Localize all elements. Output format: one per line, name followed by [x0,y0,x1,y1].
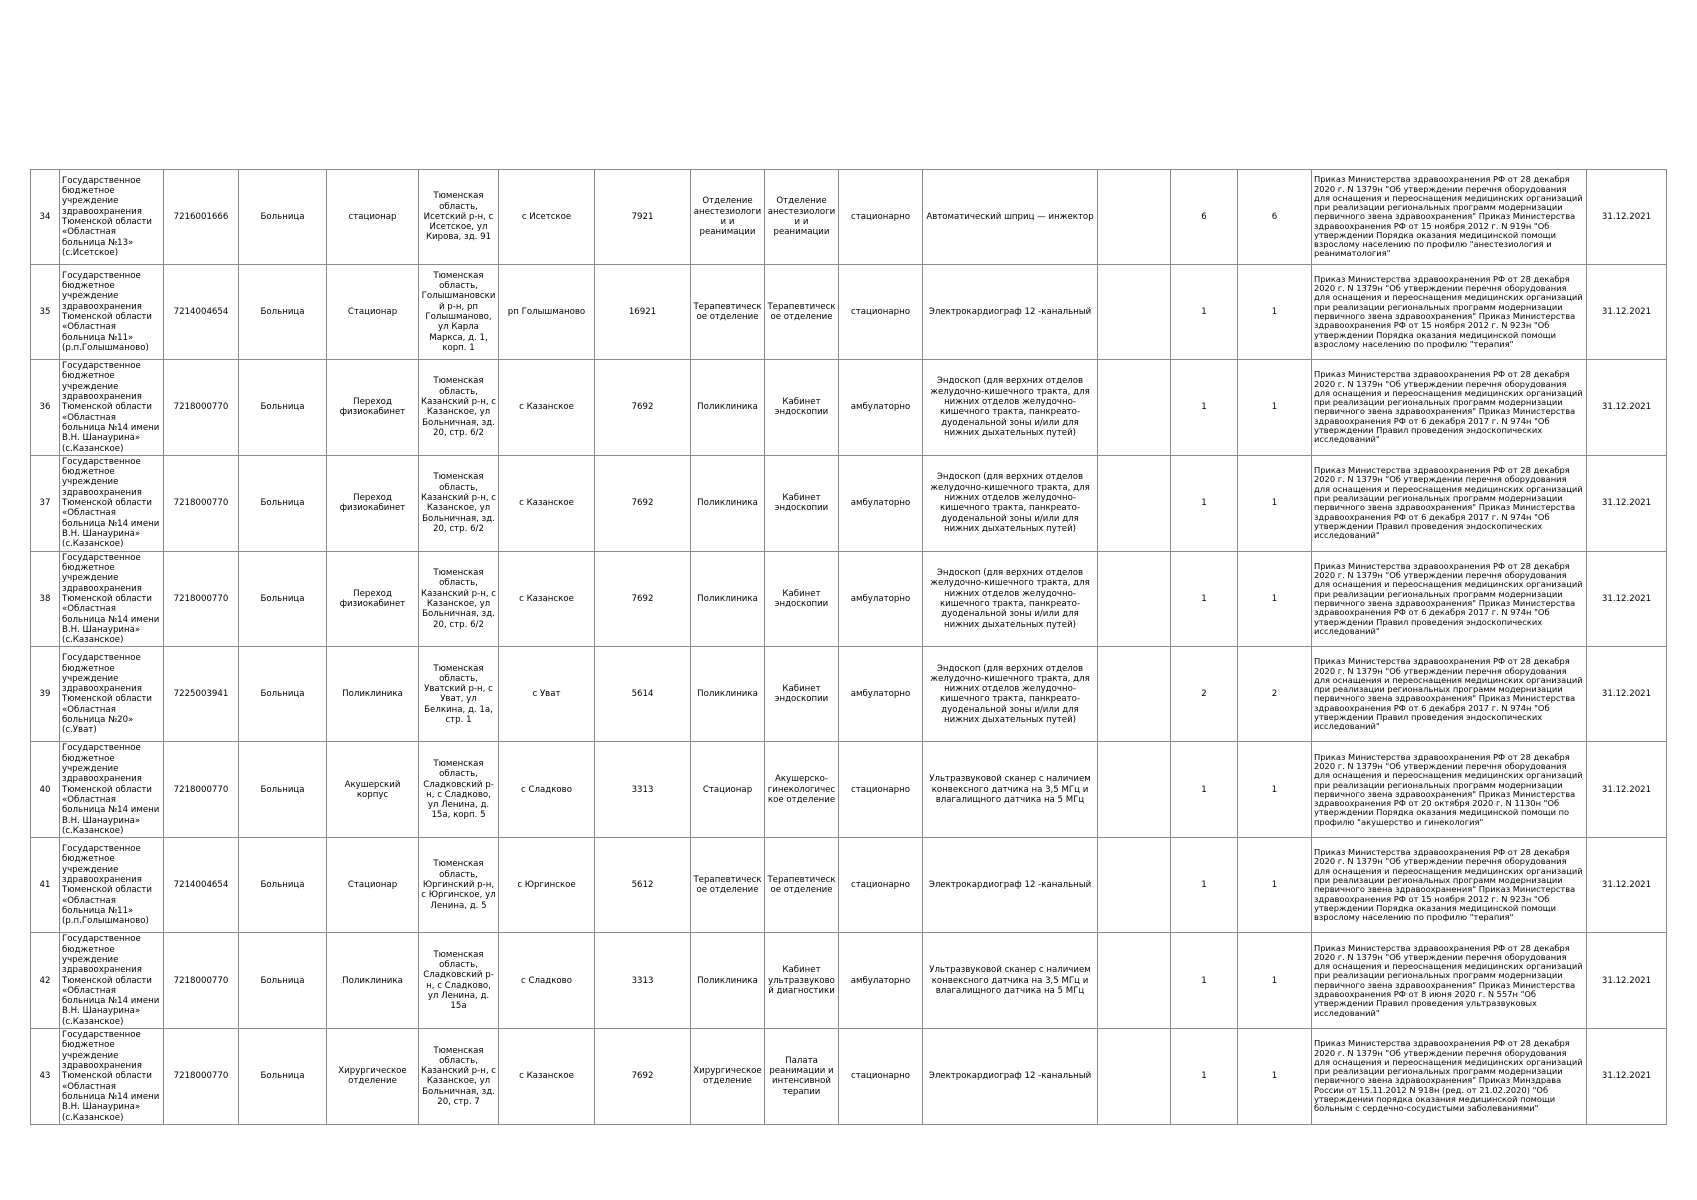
quantity-plan-cell: 1 [1171,742,1238,838]
inn-cell: 7218000770 [164,360,239,456]
facility-type-cell: Больница [239,933,327,1029]
care-condition-cell: амбулаторно [839,455,923,551]
organization-cell: Государственное бюджетное учреждение здравоохранения Тюменской области «Областная больница №20» (с.Уват) [60,647,164,742]
equipment-cell: Электрокардиограф 12 -канальный [923,838,1098,933]
address-cell: Тюменская область, Голышмановский р-н, рп Голышманово, ул Карла Маркса, д. 1, корп. 1 [419,265,499,360]
deadline-date-cell: 31.12.2021 [1587,742,1667,838]
equipment-cell: Эндоскоп (для верхних отделов желудочно-кишечного тракта, для нижних отделов желудочно-кишечного тракта, панкреато-дуоденальной зоны и/или для нижних дыхательных путей) [923,360,1098,456]
quantity-fact-cell: 2 [1238,647,1312,742]
quantity-fact-cell: 1 [1238,455,1312,551]
quantity-plan-cell: 1 [1171,265,1238,360]
equipment-cell: Эндоскоп (для верхних отделов желудочно-кишечного тракта, для нижних отделов желудочно-кишечного тракта, панкреато-дуоденальной зоны и/или для нижних дыхательных путей) [923,455,1098,551]
organization-cell: Государственное бюджетное учреждение здравоохранения Тюменской области «Областная больница №14 имени В.Н. Шанаурина» (с.Казанское) [60,933,164,1029]
department-cell: Терапевтическое отделение [691,838,765,933]
regulation-basis-cell: Приказ Министерства здравоохранения РФ от 28 декабря 2020 г. N 1379н "Об утверждении перечня оборудования для оснащения и переоснащения медицинских организаций при реализации региональных программ модернизации первичного звена здравоохранения" Приказ Министерства здравоохранения РФ от 15 ноября 2012 г. N 919н "Об утверждении Порядка оказания медицинской помощи взрослому населению по профилю "анестезиология и реаниматология" [1312,170,1587,265]
building-cell: Переход физиокабинет [327,455,419,551]
deadline-date-cell: 31.12.2021 [1587,455,1667,551]
care-condition-cell: амбулаторно [839,551,923,647]
care-condition-cell: стационарно [839,265,923,360]
empty-cell [1098,455,1171,551]
population-cell: 3313 [595,933,691,1029]
equipment-cell: Электрокардиограф 12 -канальный [923,1029,1098,1125]
regulation-basis-cell: Приказ Министерства здравоохранения РФ от 28 декабря 2020 г. N 1379н "Об утверждении перечня оборудования для оснащения и переоснащения медицинских организаций при реализации региональных программ модернизации первичного звена здравоохранения" Приказ Министерства здравоохранения РФ от 6 декабря 2017 г. N 974н "Об утверждении Правил проведения эндоскопических исследований" [1312,455,1587,551]
population-cell: 7921 [595,170,691,265]
population-cell: 16921 [595,265,691,360]
department-cell: Поликлиника [691,360,765,456]
address-cell: Тюменская область, Сладковский р-н, с Сладково, ул Ленина, д. 15а, корп. 5 [419,742,499,838]
deadline-date-cell: 31.12.2021 [1587,170,1667,265]
quantity-plan-cell: 2 [1171,647,1238,742]
facility-type-cell: Больница [239,360,327,456]
address-cell: Тюменская область, Сладковский р-н, с Сладково, ул Ленина, д. 15а [419,933,499,1029]
department-cell: Поликлиника [691,933,765,1029]
building-cell: Стационар [327,265,419,360]
deadline-date-cell: 31.12.2021 [1587,1029,1667,1125]
organization-cell: Государственное бюджетное учреждение здравоохранения Тюменской области «Областная больница №14 имени В.Н. Шанаурина» (с.Казанское) [60,551,164,647]
deadline-date-cell: 31.12.2021 [1587,647,1667,742]
row-number-cell: 36 [31,360,60,456]
organization-cell: Государственное бюджетное учреждение здравоохранения Тюменской области «Областная больница №11» (р.п.Голышманово) [60,838,164,933]
inn-cell: 7214004654 [164,265,239,360]
inn-cell: 7218000770 [164,742,239,838]
organization-cell: Государственное бюджетное учреждение здравоохранения Тюменской области «Областная больница №14 имени В.Н. Шанаурина» (с.Казанское) [60,742,164,838]
inn-cell: 7214004654 [164,838,239,933]
facility-type-cell: Больница [239,265,327,360]
locality-cell: с Уват [499,647,595,742]
building-cell: Акушерский корпус [327,742,419,838]
locality-cell: с Казанское [499,360,595,456]
table-row [31,551,1667,647]
population-cell: 7692 [595,1029,691,1125]
inn-cell: 7218000770 [164,1029,239,1125]
row-number-cell: 43 [31,1029,60,1125]
empty-cell [1098,647,1171,742]
population-cell: 7692 [595,455,691,551]
quantity-plan-cell: 1 [1171,551,1238,647]
locality-cell: с Юргинское [499,838,595,933]
quantity-plan-cell: 1 [1171,933,1238,1029]
care-condition-cell: стационарно [839,838,923,933]
quantity-plan-cell: 1 [1171,455,1238,551]
care-condition-cell: стационарно [839,1029,923,1125]
row-number-cell: 41 [31,838,60,933]
equipment-cell: Ультразвуковой сканер с наличием конвексного датчика на 3,5 МГц и влагалищного датчика на 5 МГц [923,742,1098,838]
care-condition-cell: амбулаторно [839,647,923,742]
department-cell: Поликлиника [691,455,765,551]
table-row [31,742,1667,838]
subdivision-cell: Кабинет эндоскопии [765,647,839,742]
table-row [31,1029,1667,1125]
subdivision-cell: Кабинет эндоскопии [765,360,839,456]
quantity-fact-cell: 1 [1238,1029,1312,1125]
locality-cell: с Исетское [499,170,595,265]
regulation-basis-cell: Приказ Министерства здравоохранения РФ от 28 декабря 2020 г. N 1379н "Об утверждении перечня оборудования для оснащения и переоснащения медицинских организаций при реализации региональных программ модернизации первичного звена здравоохранения" Приказ Министерства здравоохранения РФ от 6 декабря 2017 г. N 974н "Об утверждении Правил проведения эндоскопических исследований" [1312,360,1587,456]
subdivision-cell: Отделение анестезиологии и реанимации [765,170,839,265]
regulation-basis-cell: Приказ Министерства здравоохранения РФ от 28 декабря 2020 г. N 1379н "Об утверждении перечня оборудования для оснащения и переоснащения медицинских организаций при реализации региональных программ модернизации первичного звена здравоохранения" Приказ Министерства здравоохранения РФ от 6 декабря 2017 г. N 974н "Об утверждении Правил проведения эндоскопических исследований" [1312,647,1587,742]
deadline-date-cell: 31.12.2021 [1587,265,1667,360]
facility-type-cell: Больница [239,647,327,742]
department-cell: Хирургическое отделение [691,1029,765,1125]
quantity-fact-cell: 1 [1238,265,1312,360]
care-condition-cell: стационарно [839,170,923,265]
department-cell: Отделение анестезиологии и реанимации [691,170,765,265]
facility-type-cell: Больница [239,838,327,933]
building-cell: Переход физиокабинет [327,551,419,647]
facility-type-cell: Больница [239,742,327,838]
empty-cell [1098,742,1171,838]
subdivision-cell: Палата реанимации и интенсивной терапии [765,1029,839,1125]
regulation-basis-cell: Приказ Министерства здравоохранения РФ от 28 декабря 2020 г. N 1379н "Об утверждении перечня оборудования для оснащения и переоснащения медицинских организаций при реализации региональных программ модернизации первичного звена здравоохранения" Приказ Минздрава России от 15.11.2012 N 918н (ред. от 21.02.2020) "Об утверждении порядка оказания медицинской помощи больным с сердечно-сосудистыми заболеваниями" [1312,1029,1587,1125]
inn-cell: 7218000770 [164,551,239,647]
building-cell: Поликлиника [327,647,419,742]
inn-cell: 7225003941 [164,647,239,742]
table-row [31,360,1667,456]
table-row [31,933,1667,1029]
address-cell: Тюменская область, Казанский р-н, с Казанское, ул Больничная, зд. 20, стр. 6/2 [419,551,499,647]
building-cell: Поликлиника [327,933,419,1029]
equipment-cell: Автоматический шприц — инжектор [923,170,1098,265]
quantity-fact-cell: 6 [1238,170,1312,265]
population-cell: 3313 [595,742,691,838]
row-number-cell: 40 [31,742,60,838]
regulation-basis-cell: Приказ Министерства здравоохранения РФ от 28 декабря 2020 г. N 1379н "Об утверждении перечня оборудования для оснащения и переоснащения медицинских организаций при реализации региональных программ модернизации первичного звена здравоохранения" Приказ Министерства здравоохранения РФ от 15 ноября 2012 г. N 923н "Об утверждении Порядка оказания медицинской помощи взрослому населению по профилю "терапия" [1312,838,1587,933]
department-cell: Поликлиника [691,647,765,742]
row-number-cell: 37 [31,455,60,551]
facility-type-cell: Больница [239,455,327,551]
regulation-basis-cell: Приказ Министерства здравоохранения РФ от 28 декабря 2020 г. N 1379н "Об утверждении перечня оборудования для оснащения и переоснащения медицинских организаций при реализации региональных программ модернизации первичного звена здравоохранения" Приказ Министерства здравоохранения РФ от 8 июня 2020 г. N 557н "Об утверждении Правил проведения ультразвуковых исследований" [1312,933,1587,1029]
quantity-plan-cell: 1 [1171,1029,1238,1125]
subdivision-cell: Кабинет ультразвуковой диагностики [765,933,839,1029]
inn-cell: 7216001666 [164,170,239,265]
deadline-date-cell: 31.12.2021 [1587,838,1667,933]
population-cell: 7692 [595,551,691,647]
row-number-cell: 42 [31,933,60,1029]
care-condition-cell: амбулаторно [839,360,923,456]
table-row [31,455,1667,551]
department-cell: Поликлиника [691,551,765,647]
building-cell: Стационар [327,838,419,933]
address-cell: Тюменская область, Казанский р-н, с Казанское, ул Больничная, зд. 20, стр. 7 [419,1029,499,1125]
equipment-cell: Эндоскоп (для верхних отделов желудочно-кишечного тракта, для нижних отделов желудочно-кишечного тракта, панкреато-дуоденальной зоны и/или для нижних дыхательных путей) [923,551,1098,647]
facility-type-cell: Больница [239,170,327,265]
empty-cell [1098,933,1171,1029]
building-cell: стационар [327,170,419,265]
table-row [31,170,1667,265]
population-cell: 5614 [595,647,691,742]
building-cell: Переход физиокабинет [327,360,419,456]
equipment-cell: Ультразвуковой сканер с наличием конвексного датчика на 3,5 МГц и влагалищного датчика на 5 МГц [923,933,1098,1029]
empty-cell [1098,170,1171,265]
table-row [31,838,1667,933]
address-cell: Тюменская область, Исетский р-н, с Исетское, ул Кирова, зд. 91 [419,170,499,265]
table-row [31,265,1667,360]
row-number-cell: 38 [31,551,60,647]
quantity-fact-cell: 1 [1238,742,1312,838]
deadline-date-cell: 31.12.2021 [1587,551,1667,647]
subdivision-cell: Кабинет эндоскопии [765,455,839,551]
empty-cell [1098,838,1171,933]
building-cell: Хирургическое отделение [327,1029,419,1125]
locality-cell: с Сладково [499,933,595,1029]
address-cell: Тюменская область, Уватский р-н, с Уват, ул Белкина, д. 1а, стр. 1 [419,647,499,742]
locality-cell: с Казанское [499,1029,595,1125]
inn-cell: 7218000770 [164,455,239,551]
quantity-plan-cell: 1 [1171,360,1238,456]
quantity-fact-cell: 1 [1238,551,1312,647]
empty-cell [1098,1029,1171,1125]
quantity-fact-cell: 1 [1238,360,1312,456]
table-row [31,647,1667,742]
quantity-plan-cell: 6 [1171,170,1238,265]
population-cell: 7692 [595,360,691,456]
equipment-cell: Эндоскоп (для верхних отделов желудочно-кишечного тракта, для нижних отделов желудочно-кишечного тракта, панкреато-дуоденальной зоны и/или для нижних дыхательных путей) [923,647,1098,742]
locality-cell: с Казанское [499,551,595,647]
department-cell: Стационар [691,742,765,838]
row-number-cell: 39 [31,647,60,742]
care-condition-cell: амбулаторно [839,933,923,1029]
locality-cell: с Казанское [499,455,595,551]
subdivision-cell: Кабинет эндоскопии [765,551,839,647]
table-body [31,170,1667,1125]
inn-cell: 7218000770 [164,933,239,1029]
subdivision-cell: Акушерско-гинекологическое отделение [765,742,839,838]
equipment-table [30,169,1667,1125]
subdivision-cell: Терапевтическое отделение [765,265,839,360]
empty-cell [1098,360,1171,456]
quantity-fact-cell: 1 [1238,933,1312,1029]
row-number-cell: 35 [31,265,60,360]
organization-cell: Государственное бюджетное учреждение здравоохранения Тюменской области «Областная больница №11» (р.п.Голышманово) [60,265,164,360]
organization-cell: Государственное бюджетное учреждение здравоохранения Тюменской области «Областная больница №14 имени В.Н. Шанаурина» (с.Казанское) [60,1029,164,1125]
organization-cell: Государственное бюджетное учреждение здравоохранения Тюменской области «Областная больница №14 имени В.Н. Шанаурина» (с.Казанское) [60,455,164,551]
organization-cell: Государственное бюджетное учреждение здравоохранения Тюменской области «Областная больница №14 имени В.Н. Шанаурина» (с.Казанское) [60,360,164,456]
quantity-fact-cell: 1 [1238,838,1312,933]
department-cell: Терапевтическое отделение [691,265,765,360]
row-number-cell: 34 [31,170,60,265]
regulation-basis-cell: Приказ Министерства здравоохранения РФ от 28 декабря 2020 г. N 1379н "Об утверждении перечня оборудования для оснащения и переоснащения медицинских организаций при реализации региональных программ модернизации первичного звена здравоохранения" Приказ Министерства здравоохранения РФ от 15 ноября 2012 г. N 923н "Об утверждении Порядка оказания медицинской помощи взрослому населению по профилю "терапия" [1312,265,1587,360]
deadline-date-cell: 31.12.2021 [1587,360,1667,456]
facility-type-cell: Больница [239,551,327,647]
empty-cell [1098,551,1171,647]
quantity-plan-cell: 1 [1171,838,1238,933]
locality-cell: с Сладково [499,742,595,838]
deadline-date-cell: 31.12.2021 [1587,933,1667,1029]
facility-type-cell: Больница [239,1029,327,1125]
regulation-basis-cell: Приказ Министерства здравоохранения РФ от 28 декабря 2020 г. N 1379н "Об утверждении перечня оборудования для оснащения и переоснащения медицинских организаций при реализации региональных программ модернизации первичного звена здравоохранения" Приказ Министерства здравоохранения РФ от 6 декабря 2017 г. N 974н "Об утверждении Правил проведения эндоскопических исследований" [1312,551,1587,647]
locality-cell: рп Голышманово [499,265,595,360]
address-cell: Тюменская область, Юргинский р-н, с Юргинское, ул Ленина, д. 5 [419,838,499,933]
population-cell: 5612 [595,838,691,933]
address-cell: Тюменская область, Казанский р-н, с Казанское, ул Больничная, зд. 20, стр. 6/2 [419,360,499,456]
organization-cell: Государственное бюджетное учреждение здравоохранения Тюменской области «Областная больница №13» (с.Исетское) [60,170,164,265]
regulation-basis-cell: Приказ Министерства здравоохранения РФ от 28 декабря 2020 г. N 1379н "Об утверждении перечня оборудования для оснащения и переоснащения медицинских организаций при реализации региональных программ модернизации первичного звена здравоохранения" Приказ Министерства здравоохранения РФ от 20 октября 2020 г. N 1130н "Об утверждении Порядка оказания медицинской помощи по профилю "акушерство и гинекология" [1312,742,1587,838]
equipment-cell: Электрокардиограф 12 -канальный [923,265,1098,360]
care-condition-cell: стационарно [839,742,923,838]
address-cell: Тюменская область, Казанский р-н, с Казанское, ул Больничная, зд. 20, стр. 6/2 [419,455,499,551]
subdivision-cell: Терапевтическое отделение [765,838,839,933]
empty-cell [1098,265,1171,360]
